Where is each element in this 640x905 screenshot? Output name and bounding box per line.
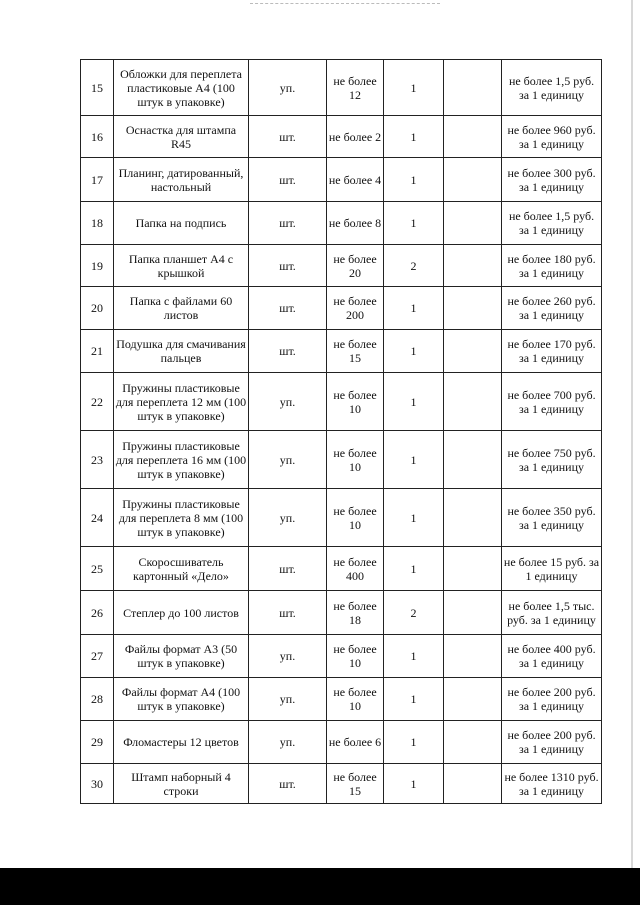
table-row xyxy=(81,202,602,245)
table-row xyxy=(81,431,602,489)
item-quantity: не более 15 xyxy=(327,330,384,373)
item-unit: шт. xyxy=(249,764,327,804)
item-price: не более 1,5 тыс. руб. за 1 единицу xyxy=(502,591,602,635)
item-extra xyxy=(444,591,502,635)
item-count: 1 xyxy=(384,330,444,373)
item-name: Обложки для переплета пластиковые А4 (100 штук в упаковке) xyxy=(114,60,249,116)
item-number: 20 xyxy=(81,287,114,330)
item-count: 1 xyxy=(384,489,444,547)
item-unit: шт. xyxy=(249,158,327,202)
item-count: 1 xyxy=(384,764,444,804)
item-extra xyxy=(444,678,502,721)
table-row xyxy=(81,245,602,287)
item-extra xyxy=(444,245,502,287)
item-unit: уп. xyxy=(249,60,327,116)
item-price: не более 1310 руб. за 1 единицу xyxy=(502,764,602,804)
item-count: 1 xyxy=(384,373,444,431)
item-name: Файлы формат А4 (100 штук в упаковке) xyxy=(114,678,249,721)
item-unit: уп. xyxy=(249,678,327,721)
item-extra xyxy=(444,158,502,202)
item-unit: уп. xyxy=(249,431,327,489)
item-price: не более 15 руб. за 1 единицу xyxy=(502,547,602,591)
item-price: не более 700 руб. за 1 единицу xyxy=(502,373,602,431)
item-extra xyxy=(444,431,502,489)
table-row xyxy=(81,287,602,330)
item-count: 1 xyxy=(384,287,444,330)
table-row xyxy=(81,678,602,721)
item-name: Пружины пластиковые для переплета 16 мм (100 штук в упаковке) xyxy=(114,431,249,489)
scan-right-edge xyxy=(631,0,633,868)
item-count: 1 xyxy=(384,116,444,158)
table-row xyxy=(81,60,602,116)
table-row xyxy=(81,764,602,804)
item-name: Подушка для смачивания пальцев xyxy=(114,330,249,373)
item-unit: шт. xyxy=(249,116,327,158)
item-quantity: не более 18 xyxy=(327,591,384,635)
item-quantity: не более 15 xyxy=(327,764,384,804)
item-extra xyxy=(444,764,502,804)
table-row xyxy=(81,547,602,591)
item-price: не более 1,5 руб. за 1 единицу xyxy=(502,202,602,245)
items-table-body xyxy=(81,60,602,804)
item-number: 30 xyxy=(81,764,114,804)
table-row xyxy=(81,158,602,202)
item-price: не более 400 руб. за 1 единицу xyxy=(502,635,602,678)
item-unit: шт. xyxy=(249,591,327,635)
item-number: 19 xyxy=(81,245,114,287)
item-price: не более 960 руб. за 1 единицу xyxy=(502,116,602,158)
item-unit: шт. xyxy=(249,547,327,591)
item-number: 24 xyxy=(81,489,114,547)
item-count: 1 xyxy=(384,635,444,678)
item-price: не более 350 руб. за 1 единицу xyxy=(502,489,602,547)
item-unit: шт. xyxy=(249,245,327,287)
item-quantity: не более 20 xyxy=(327,245,384,287)
item-number: 15 xyxy=(81,60,114,116)
item-extra xyxy=(444,202,502,245)
item-extra xyxy=(444,60,502,116)
item-unit: уп. xyxy=(249,635,327,678)
item-unit: шт. xyxy=(249,287,327,330)
item-unit: уп. xyxy=(249,373,327,431)
item-name: Пружины пластиковые для переплета 8 мм (100 штук в упаковке) xyxy=(114,489,249,547)
item-name: Степлер до 100 листов xyxy=(114,591,249,635)
item-extra xyxy=(444,489,502,547)
table-row xyxy=(81,635,602,678)
item-quantity: не более 200 xyxy=(327,287,384,330)
item-quantity: не более 400 xyxy=(327,547,384,591)
table-row xyxy=(81,116,602,158)
item-count: 1 xyxy=(384,721,444,764)
items-table xyxy=(80,59,602,804)
item-count: 2 xyxy=(384,245,444,287)
item-price: не более 1,5 руб. за 1 единицу xyxy=(502,60,602,116)
item-count: 2 xyxy=(384,591,444,635)
item-extra xyxy=(444,287,502,330)
item-extra xyxy=(444,547,502,591)
item-extra xyxy=(444,373,502,431)
item-quantity: не более 8 xyxy=(327,202,384,245)
item-price: не более 200 руб. за 1 единицу xyxy=(502,678,602,721)
item-name: Оснастка для штампа R45 xyxy=(114,116,249,158)
table-row xyxy=(81,721,602,764)
table-row xyxy=(81,373,602,431)
item-count: 1 xyxy=(384,547,444,591)
item-number: 28 xyxy=(81,678,114,721)
item-count: 1 xyxy=(384,431,444,489)
item-price: не более 170 руб. за 1 единицу xyxy=(502,330,602,373)
item-extra xyxy=(444,635,502,678)
item-extra xyxy=(444,721,502,764)
item-name: Планинг, датированный, настольный xyxy=(114,158,249,202)
scan-top-dashed-line xyxy=(250,3,440,4)
item-quantity: не более 10 xyxy=(327,373,384,431)
item-quantity: не более 10 xyxy=(327,678,384,721)
item-number: 26 xyxy=(81,591,114,635)
item-quantity: не более 12 xyxy=(327,60,384,116)
item-price: не более 260 руб. за 1 единицу xyxy=(502,287,602,330)
table-row xyxy=(81,489,602,547)
item-name: Файлы формат А3 (50 штук в упаковке) xyxy=(114,635,249,678)
item-number: 16 xyxy=(81,116,114,158)
item-unit: уп. xyxy=(249,489,327,547)
item-name: Скоросшиватель картонный «Дело» xyxy=(114,547,249,591)
item-name: Папка с файлами 60 листов xyxy=(114,287,249,330)
item-name: Папка на подпись xyxy=(114,202,249,245)
item-number: 17 xyxy=(81,158,114,202)
item-quantity: не более 2 xyxy=(327,116,384,158)
item-price: не более 180 руб. за 1 единицу xyxy=(502,245,602,287)
item-number: 23 xyxy=(81,431,114,489)
item-number: 21 xyxy=(81,330,114,373)
item-count: 1 xyxy=(384,158,444,202)
item-name: Папка планшет А4 с крышкой xyxy=(114,245,249,287)
table-row xyxy=(81,591,602,635)
item-unit: шт. xyxy=(249,330,327,373)
item-number: 22 xyxy=(81,373,114,431)
item-number: 29 xyxy=(81,721,114,764)
item-count: 1 xyxy=(384,60,444,116)
item-name: Штамп наборный 4 строки xyxy=(114,764,249,804)
item-unit: уп. xyxy=(249,721,327,764)
item-quantity: не более 10 xyxy=(327,635,384,678)
item-price: не более 750 руб. за 1 единицу xyxy=(502,431,602,489)
item-unit: шт. xyxy=(249,202,327,245)
item-quantity: не более 10 xyxy=(327,489,384,547)
item-number: 27 xyxy=(81,635,114,678)
item-number: 25 xyxy=(81,547,114,591)
item-count: 1 xyxy=(384,202,444,245)
item-number: 18 xyxy=(81,202,114,245)
item-quantity: не более 4 xyxy=(327,158,384,202)
item-count: 1 xyxy=(384,678,444,721)
scan-bottom-band xyxy=(0,868,640,905)
item-name: Фломастеры 12 цветов xyxy=(114,721,249,764)
item-price: не более 200 руб. за 1 единицу xyxy=(502,721,602,764)
item-quantity: не более 6 xyxy=(327,721,384,764)
item-extra xyxy=(444,330,502,373)
item-extra xyxy=(444,116,502,158)
table-row xyxy=(81,330,602,373)
item-price: не более 300 руб. за 1 единицу xyxy=(502,158,602,202)
item-name: Пружины пластиковые для переплета 12 мм (100 штук в упаковке) xyxy=(114,373,249,431)
item-quantity: не более 10 xyxy=(327,431,384,489)
